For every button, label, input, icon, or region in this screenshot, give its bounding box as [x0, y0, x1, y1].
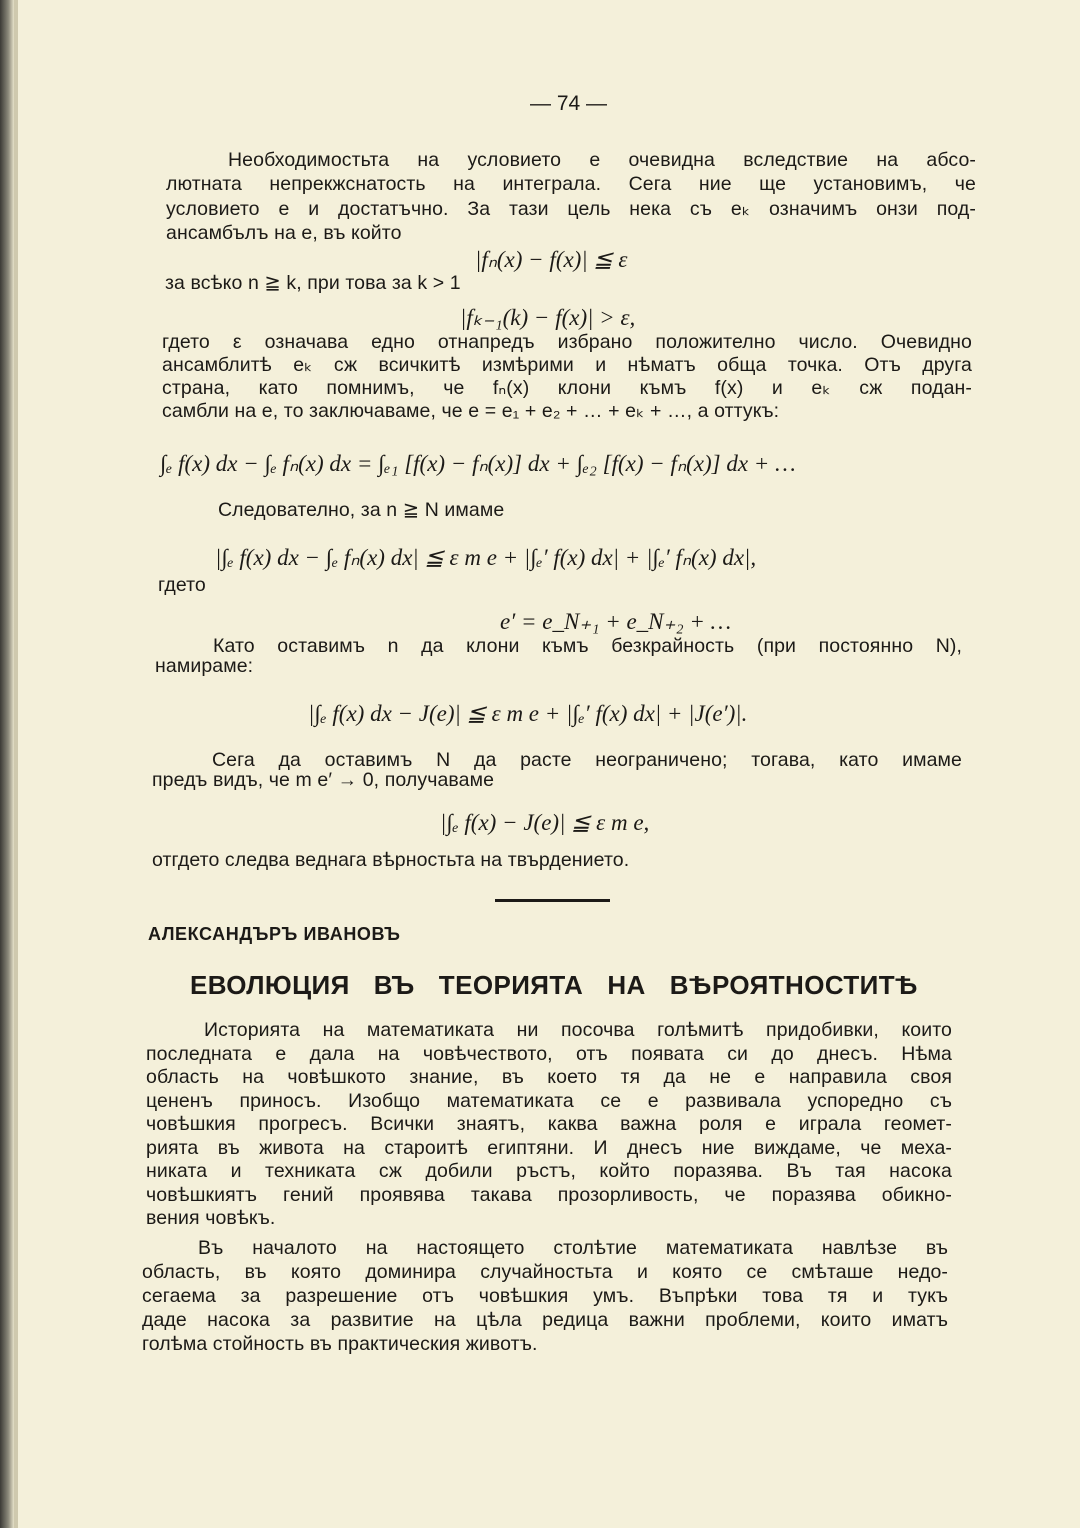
paragraph-line: голѣма стойность въ практическия животъ.	[142, 1333, 538, 1355]
paragraph-line: човѣшкиятъ гений проявява такава прозорливость, че поразява обикно-	[146, 1183, 952, 1206]
page-number: — 74 —	[530, 92, 608, 115]
paragraph-line: човѣшкия прогресъ. Всички знаятъ, каква важна роля е играла геомет-	[146, 1113, 952, 1135]
paragraph-line: последната е дала на човѣчеството, отъ появата си до днесъ. Нѣма	[146, 1042, 952, 1065]
paragraph-line: Сега да оставимъ N да расте неограничено; тогава, като имаме	[212, 749, 962, 771]
paragraph-line: лютната непрекжснатость на интеграла. Сега ние ще установимъ, че	[166, 173, 976, 195]
formula: |fₙ(x) − f(x)| ≦ ε	[475, 247, 628, 272]
article-title: ЕВОЛЮЦИЯ ВЪ ТЕОРИЯТА НА ВѢРОЯТНОСТИТѢ	[190, 970, 918, 1000]
paragraph-line: рията въ живота на староитѣ египтяни. И днесъ ние виждаме, че меха-	[146, 1136, 952, 1159]
text-line: Следователно, за n ≧ N имаме	[218, 499, 505, 521]
paragraph-line: цененъ приносъ. Изобщо математиката се е развивала успоредно съ	[146, 1089, 952, 1112]
article-author: АЛЕКСАНДЪРЪ ИВАНОВЪ	[148, 924, 401, 944]
formula: |∫ₑ f(x) dx − J(e)| ≦ ε m e + |∫ₑ′ f(x) dx| + |J(e′)|.	[308, 701, 748, 726]
paragraph-line: сегаема за разрешение отъ човѣшкия умъ. Въпрѣки това тя и тукъ	[142, 1285, 948, 1307]
section-divider	[495, 899, 610, 902]
paragraph-line: даде насока за развитие на цѣла редица важни проблеми, които иматъ	[142, 1309, 948, 1331]
book-gutter	[0, 0, 14, 1528]
text-line: отгдето следва веднага вѣрностьта на твърдението.	[152, 849, 630, 871]
formula: e′ = e_N₊₁ + e_N₊₂ + …	[500, 609, 732, 634]
paragraph-line: ансамблитѣ eₖ сж всичкитѣ измѣрими и нѣматъ обща точка. Отъ друга	[162, 354, 972, 376]
paragraph-line: Като оставимъ n да клони къмъ безкрайность (при постоянно N),	[213, 635, 962, 657]
paragraph-line: гдето ε означава едно отнапредъ избрано положително число. Очевидно	[162, 331, 972, 353]
paragraph-line: Въ началото на настоящето столѣтие математиката навлѣзе въ	[198, 1237, 948, 1259]
formula: |∫ₑ f(x) dx − ∫ₑ fₙ(x) dx| ≦ ε m e + |∫ₑ′ f(x) dx| + |∫ₑ′ fₙ(x) dx|,	[215, 545, 757, 570]
text-line: за всѣко n ≧ k, при това за k > 1	[165, 272, 461, 294]
paragraph-line: Необходимостьта на условието е очевидна вследствие на абсо-	[228, 149, 976, 171]
paragraph-line: намираме:	[155, 655, 254, 677]
paragraph-line: вения човѣкъ.	[146, 1207, 276, 1229]
paragraph-line: область на човѣшкото знание, въ което тя да не е направила своя	[146, 1066, 952, 1088]
paragraph-line: область, въ която доминира случайностьта и която се смѣташе недо-	[142, 1261, 948, 1283]
paragraph-line: условието е и достатъчно. За тази цель нека съ eₖ означимъ онзи под-	[166, 198, 976, 220]
paragraph-line: страна, като помнимъ, че fₙ(x) клони къмъ f(x) и eₖ сж подан-	[162, 377, 972, 399]
paragraph-line: ансамбълъ на e, въ който	[166, 222, 402, 244]
paragraph-line: самбли на e, то заключаваме, че e = e₁ + e₂ + … + eₖ + …, а оттукъ:	[162, 400, 780, 422]
page-edge	[14, 0, 18, 1528]
formula: ∫ₑ f(x) dx − ∫ₑ fₙ(x) dx = ∫ₑ₁ [f(x) − fₙ(x)] dx + ∫ₑ₂ [f(x) − fₙ(x)] dx + …	[160, 451, 796, 476]
formula: |∫ₑ f(x) − J(e)| ≦ ε m e,	[440, 810, 650, 835]
paragraph-line: Историята на математиката ни посочва голѣмитѣ придобивки, които	[204, 1019, 952, 1041]
paragraph-line: предъ видъ, че m e′ → 0, получаваме	[152, 769, 495, 791]
paragraph-line: никата и техниката сж добили ръстъ, който поразява. Въ тая насока	[146, 1160, 952, 1182]
text-line: гдето	[158, 574, 206, 596]
formula: |fₖ₋₁(k) − f(x)| > ε,	[460, 305, 636, 330]
